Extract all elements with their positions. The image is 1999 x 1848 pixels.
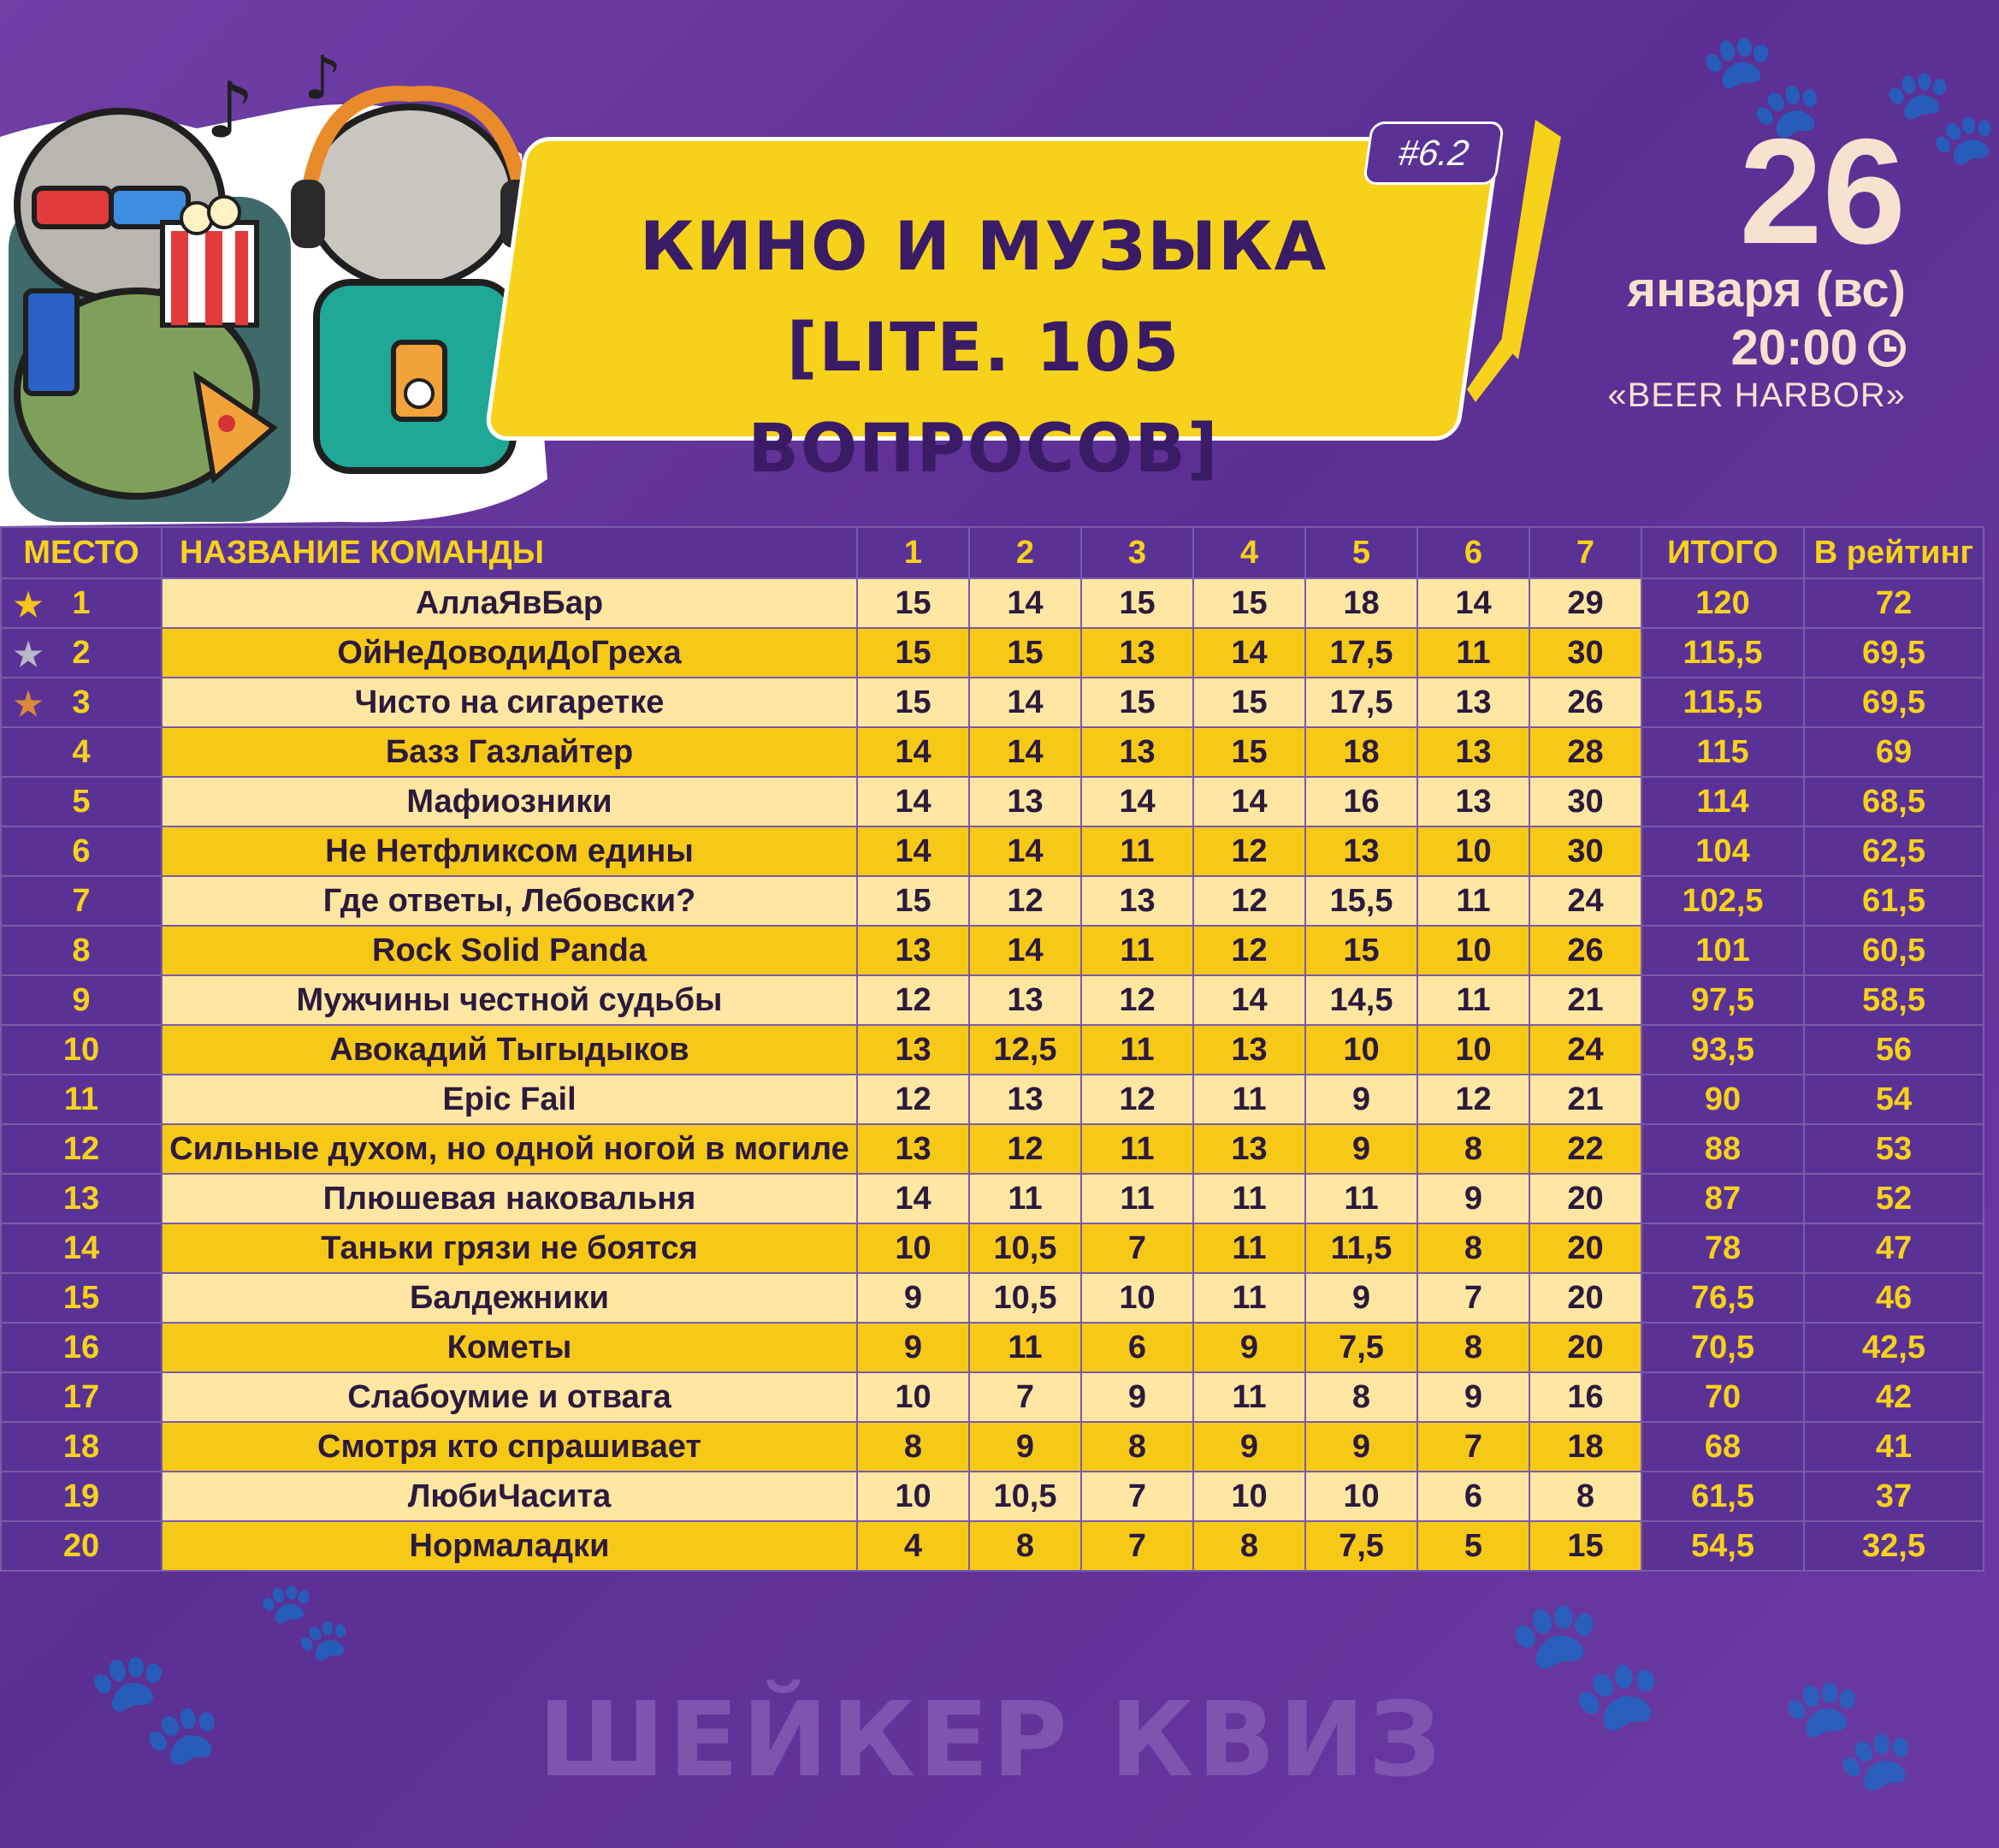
team-name-cell: Rock Solid Panda: [162, 926, 857, 975]
round-2-score-cell: 13: [969, 975, 1081, 1025]
round-1-score-cell: 10: [857, 1472, 969, 1521]
round-2-score-cell: 12: [969, 876, 1081, 926]
round-1-score-cell: 14: [857, 826, 969, 876]
round-4-score-cell: 14: [1193, 975, 1305, 1025]
place-value: 7: [72, 882, 91, 919]
event-day: 26: [1739, 109, 1906, 275]
round-3-score-cell: 12: [1081, 975, 1193, 1025]
place-value: 3: [72, 684, 91, 720]
round-1-score-cell: 15: [857, 678, 969, 727]
place-cell: [1, 1372, 162, 1422]
place-value: 19: [62, 1478, 100, 1514]
rating-cell: 56: [1804, 1025, 1984, 1075]
total-cell: 120: [1641, 578, 1804, 628]
round-6-score-cell: 10: [1417, 1025, 1529, 1075]
paw-print-icon: 🐾: [1505, 1590, 1665, 1738]
place-value: 5: [72, 783, 91, 820]
round-2-score-cell: 11: [969, 1174, 1081, 1223]
rating-cell: 60,5: [1804, 926, 1984, 975]
round-6-score-cell: 5: [1417, 1521, 1529, 1571]
round-7-score-cell: 29: [1529, 578, 1641, 628]
round-7-score-cell: 24: [1529, 876, 1641, 926]
round-3-score-cell: 11: [1081, 1124, 1193, 1174]
header-rating: В рейтинг: [1804, 527, 1984, 578]
rating-cell: 32,5: [1804, 1521, 1984, 1571]
team-name-cell: Чисто на сигаретке: [162, 678, 857, 727]
paw-print-icon: 🐾: [86, 1642, 224, 1772]
table-row: [1, 578, 1984, 628]
mascot-illustration: [0, 34, 556, 526]
round-2-score-cell: 10,5: [969, 1223, 1081, 1273]
round-1-score-cell: 10: [857, 1223, 969, 1273]
header-round-3: 3: [1081, 527, 1193, 578]
header-round-2: 2: [969, 527, 1081, 578]
round-6-score-cell: 11: [1417, 628, 1529, 678]
round-5-score-cell: 18: [1305, 578, 1417, 628]
event-time-text: 20:00: [1730, 320, 1858, 376]
round-6-score-cell: 9: [1417, 1372, 1529, 1422]
table-row: [1, 1372, 1984, 1422]
table-header-row: [1, 527, 1984, 578]
round-1-score-cell: 12: [857, 975, 969, 1025]
round-7-score-cell: 20: [1529, 1174, 1641, 1223]
round-2-score-cell: 15: [969, 628, 1081, 678]
round-7-score-cell: 30: [1529, 628, 1641, 678]
rating-cell: 41: [1804, 1422, 1984, 1472]
round-3-score-cell: 9: [1081, 1372, 1193, 1422]
place-value: 16: [62, 1329, 100, 1365]
round-7-score-cell: 26: [1529, 678, 1641, 727]
place-cell: [1, 975, 162, 1025]
round-5-score-cell: 17,5: [1305, 628, 1417, 678]
round-3-score-cell: 13: [1081, 727, 1193, 777]
clock-icon: [1868, 329, 1906, 367]
star-icon: ★: [14, 588, 44, 624]
team-name-cell: Где ответы, Лебовски?: [162, 876, 857, 926]
round-4-score-cell: 15: [1193, 727, 1305, 777]
round-3-score-cell: 10: [1081, 1273, 1193, 1323]
round-1-score-cell: 4: [857, 1521, 969, 1571]
table-row: [1, 975, 1984, 1025]
round-2-score-cell: 13: [969, 1075, 1081, 1124]
table-row: [1, 1174, 1984, 1223]
rating-cell: 62,5: [1804, 826, 1984, 876]
place-value: 20: [62, 1527, 100, 1564]
header-round-6: 6: [1417, 527, 1529, 578]
table-row: [1, 1075, 1984, 1124]
event-title-line2: [LITE. 105 ВОПРОСОВ]: [748, 310, 1220, 488]
place-value: 2: [72, 634, 91, 671]
table-row: [1, 1273, 1984, 1323]
total-cell: 54,5: [1641, 1521, 1804, 1571]
round-6-score-cell: 7: [1417, 1422, 1529, 1472]
round-4-score-cell: 13: [1193, 1124, 1305, 1174]
place-value: 1: [72, 584, 91, 621]
round-6-score-cell: 13: [1417, 777, 1529, 826]
total-cell: 115,5: [1641, 628, 1804, 678]
rating-cell: 52: [1804, 1174, 1984, 1223]
round-7-score-cell: 26: [1529, 926, 1641, 975]
round-5-score-cell: 9: [1305, 1124, 1417, 1174]
round-5-score-cell: 17,5: [1305, 678, 1417, 727]
header-place: МЕСТО: [1, 527, 162, 578]
round-3-score-cell: 13: [1081, 628, 1193, 678]
round-4-score-cell: 12: [1193, 926, 1305, 975]
round-1-score-cell: 14: [857, 727, 969, 777]
table-row: [1, 1223, 1984, 1273]
team-name-cell: Epic Fail: [162, 1075, 857, 1124]
round-6-score-cell: 14: [1417, 578, 1529, 628]
place-cell: [1, 1472, 162, 1521]
place-cell: [1, 578, 162, 628]
team-name-cell: Базз Газлайтер: [162, 727, 857, 777]
round-5-score-cell: 15,5: [1305, 876, 1417, 926]
round-7-score-cell: 30: [1529, 826, 1641, 876]
round-2-score-cell: 14: [969, 578, 1081, 628]
place-cell: [1, 1223, 162, 1273]
round-3-score-cell: 11: [1081, 926, 1193, 975]
team-name-cell: Смотря кто спрашивает: [162, 1422, 857, 1472]
rating-cell: 37: [1804, 1472, 1984, 1521]
total-cell: 70: [1641, 1372, 1804, 1422]
place-cell: [1, 1521, 162, 1571]
round-1-score-cell: 8: [857, 1422, 969, 1472]
round-7-score-cell: 18: [1529, 1422, 1641, 1472]
round-6-score-cell: 11: [1417, 876, 1529, 926]
team-name-cell: Кометы: [162, 1323, 857, 1372]
total-cell: 61,5: [1641, 1472, 1804, 1521]
round-3-score-cell: 13: [1081, 876, 1193, 926]
place-value: 12: [62, 1130, 100, 1167]
star-icon: ★: [14, 637, 44, 673]
rating-cell: 68,5: [1804, 777, 1984, 826]
paw-print-icon: 🐾: [257, 1576, 353, 1666]
edition-badge: #6.2: [1363, 121, 1505, 185]
round-5-score-cell: 9: [1305, 1422, 1417, 1472]
round-6-score-cell: 6: [1417, 1472, 1529, 1521]
table-row: [1, 876, 1984, 926]
event-title-line1: КИНО И МУЗЫКА: [639, 209, 1328, 286]
round-5-score-cell: 9: [1305, 1075, 1417, 1124]
place-cell: [1, 727, 162, 777]
round-3-score-cell: 6: [1081, 1323, 1193, 1372]
round-7-score-cell: 20: [1529, 1273, 1641, 1323]
round-7-score-cell: 20: [1529, 1323, 1641, 1372]
svg-text:♪: ♪: [205, 66, 255, 156]
round-2-score-cell: 11: [969, 1323, 1081, 1372]
round-7-score-cell: 24: [1529, 1025, 1641, 1075]
header-round-7: 7: [1529, 527, 1641, 578]
round-1-score-cell: 15: [857, 876, 969, 926]
rating-cell: 47: [1804, 1223, 1984, 1273]
total-cell: 101: [1641, 926, 1804, 975]
header-round-1: 1: [857, 527, 969, 578]
rating-cell: 69: [1804, 727, 1984, 777]
place-cell: [1, 1075, 162, 1124]
place-value: 6: [72, 832, 91, 869]
place-cell: [1, 777, 162, 826]
round-3-score-cell: 12: [1081, 1075, 1193, 1124]
round-4-score-cell: 11: [1193, 1223, 1305, 1273]
team-name-cell: ОйНеДоводиДоГреха: [162, 628, 857, 678]
rating-cell: 53: [1804, 1124, 1984, 1174]
round-3-score-cell: 11: [1081, 1174, 1193, 1223]
round-4-score-cell: 9: [1193, 1323, 1305, 1372]
round-1-score-cell: 13: [857, 1025, 969, 1075]
team-name-cell: Мужчины честной судьбы: [162, 975, 857, 1025]
table-row: [1, 1422, 1984, 1472]
round-7-score-cell: 8: [1529, 1472, 1641, 1521]
table-row: [1, 727, 1984, 777]
round-1-score-cell: 15: [857, 578, 969, 628]
place-cell: [1, 678, 162, 727]
round-1-score-cell: 13: [857, 926, 969, 975]
round-1-score-cell: 15: [857, 628, 969, 678]
place-cell: [1, 1323, 162, 1372]
round-1-score-cell: 9: [857, 1323, 969, 1372]
round-7-score-cell: 21: [1529, 975, 1641, 1025]
table-row: [1, 777, 1984, 826]
round-3-score-cell: 7: [1081, 1521, 1193, 1571]
team-name-cell: Не Нетфликсом едины: [162, 826, 857, 876]
table-row: [1, 678, 1984, 727]
round-3-score-cell: 7: [1081, 1472, 1193, 1521]
table-row: [1, 1521, 1984, 1571]
brand-watermark: ШЕЙКЕР КВИЗ: [538, 1681, 1445, 1800]
team-name-cell: ЛюбиЧасита: [162, 1472, 857, 1521]
round-5-score-cell: 9: [1305, 1273, 1417, 1323]
place-cell: [1, 876, 162, 926]
round-1-score-cell: 14: [857, 777, 969, 826]
round-4-score-cell: 11: [1193, 1174, 1305, 1223]
round-7-score-cell: 21: [1529, 1075, 1641, 1124]
round-4-score-cell: 11: [1193, 1372, 1305, 1422]
round-6-score-cell: 9: [1417, 1174, 1529, 1223]
star-icon: ★: [14, 687, 44, 723]
total-cell: 97,5: [1641, 975, 1804, 1025]
round-6-score-cell: 11: [1417, 975, 1529, 1025]
table-row: [1, 826, 1984, 876]
total-cell: 115: [1641, 727, 1804, 777]
round-2-score-cell: 13: [969, 777, 1081, 826]
round-4-score-cell: 11: [1193, 1273, 1305, 1323]
round-5-score-cell: 7,5: [1305, 1323, 1417, 1372]
round-5-score-cell: 14,5: [1305, 975, 1417, 1025]
round-3-score-cell: 15: [1081, 678, 1193, 727]
table-row: [1, 1472, 1984, 1521]
round-3-score-cell: 11: [1081, 826, 1193, 876]
round-4-score-cell: 8: [1193, 1521, 1305, 1571]
round-7-score-cell: 30: [1529, 777, 1641, 826]
place-cell: [1, 1124, 162, 1174]
place-value: 14: [62, 1229, 100, 1266]
paw-print-icon: 🐾: [1779, 1667, 1918, 1798]
accent-stroke: [1501, 120, 1561, 359]
total-cell: 76,5: [1641, 1273, 1804, 1323]
round-2-score-cell: 7: [969, 1372, 1081, 1422]
header-round-5: 5: [1305, 527, 1417, 578]
round-6-score-cell: 13: [1417, 727, 1529, 777]
total-cell: 114: [1641, 777, 1804, 826]
rating-cell: 54: [1804, 1075, 1984, 1124]
round-4-score-cell: 12: [1193, 826, 1305, 876]
svg-text:♪: ♪: [304, 43, 342, 113]
round-4-score-cell: 9: [1193, 1422, 1305, 1472]
place-cell: [1, 628, 162, 678]
round-4-score-cell: 12: [1193, 876, 1305, 926]
round-6-score-cell: 8: [1417, 1223, 1529, 1273]
header-team-name: НАЗВАНИЕ КОМАНДЫ: [162, 527, 857, 578]
round-6-score-cell: 7: [1417, 1273, 1529, 1323]
round-4-score-cell: 14: [1193, 777, 1305, 826]
place-value: 17: [62, 1378, 100, 1415]
place-value: 18: [62, 1428, 100, 1465]
round-2-score-cell: 9: [969, 1422, 1081, 1472]
total-cell: 68: [1641, 1422, 1804, 1472]
table-row: [1, 628, 1984, 678]
round-2-score-cell: 14: [969, 926, 1081, 975]
round-5-score-cell: 13: [1305, 826, 1417, 876]
rating-cell: 42: [1804, 1372, 1984, 1422]
event-time: [1731, 319, 1906, 376]
total-cell: 115,5: [1641, 678, 1804, 727]
round-4-score-cell: 13: [1193, 1025, 1305, 1075]
total-cell: 78: [1641, 1223, 1804, 1273]
place-value: 8: [72, 932, 91, 968]
team-name-cell: Балдежники: [162, 1273, 857, 1323]
round-4-score-cell: 14: [1193, 628, 1305, 678]
place-cell: [1, 926, 162, 975]
round-2-score-cell: 14: [969, 826, 1081, 876]
round-5-score-cell: 7,5: [1305, 1521, 1417, 1571]
place-cell: [1, 1174, 162, 1223]
team-name-cell: Сильные духом, но одной ногой в могиле: [162, 1124, 857, 1174]
event-month: января (вс): [1627, 262, 1906, 317]
round-1-score-cell: 12: [857, 1075, 969, 1124]
header-round-4: 4: [1193, 527, 1305, 578]
table-row: [1, 1124, 1984, 1174]
rating-cell: 42,5: [1804, 1323, 1984, 1372]
round-3-score-cell: 8: [1081, 1422, 1193, 1472]
total-cell: 102,5: [1641, 876, 1804, 926]
table-row: [1, 1025, 1984, 1075]
round-3-score-cell: 11: [1081, 1025, 1193, 1075]
round-6-score-cell: 10: [1417, 926, 1529, 975]
paw-print-icon: 🐾: [1698, 26, 1826, 145]
round-6-score-cell: 10: [1417, 826, 1529, 876]
place-cell: [1, 1422, 162, 1472]
round-5-score-cell: 11,5: [1305, 1223, 1417, 1273]
rating-cell: 58,5: [1804, 975, 1984, 1025]
place-value: 10: [62, 1031, 100, 1068]
total-cell: 87: [1641, 1174, 1804, 1223]
round-3-score-cell: 14: [1081, 777, 1193, 826]
round-5-score-cell: 18: [1305, 727, 1417, 777]
place-value: 13: [62, 1180, 100, 1217]
header-total: ИТОГО: [1641, 527, 1804, 578]
round-1-score-cell: 10: [857, 1372, 969, 1422]
rating-cell: 69,5: [1804, 628, 1984, 678]
accent-stroke: [1467, 334, 1518, 402]
total-cell: 90: [1641, 1075, 1804, 1124]
round-2-score-cell: 8: [969, 1521, 1081, 1571]
table-row: [1, 926, 1984, 975]
round-5-score-cell: 10: [1305, 1025, 1417, 1075]
total-cell: 88: [1641, 1124, 1804, 1174]
place-value: 9: [72, 981, 91, 1018]
place-value: 15: [62, 1279, 100, 1316]
round-5-score-cell: 8: [1305, 1372, 1417, 1422]
round-5-score-cell: 16: [1305, 777, 1417, 826]
team-name-cell: АллаЯвБар: [162, 578, 857, 628]
round-3-score-cell: 15: [1081, 578, 1193, 628]
round-6-score-cell: 8: [1417, 1124, 1529, 1174]
round-2-score-cell: 12: [969, 1124, 1081, 1174]
table-row: [1, 1323, 1984, 1372]
round-6-score-cell: 8: [1417, 1323, 1529, 1372]
round-7-score-cell: 15: [1529, 1521, 1641, 1571]
round-6-score-cell: 13: [1417, 678, 1529, 727]
round-2-score-cell: 14: [969, 678, 1081, 727]
round-7-score-cell: 16: [1529, 1372, 1641, 1422]
round-4-score-cell: 15: [1193, 578, 1305, 628]
round-5-score-cell: 11: [1305, 1174, 1417, 1223]
place-value: 11: [63, 1081, 99, 1117]
round-5-score-cell: 10: [1305, 1472, 1417, 1521]
round-5-score-cell: 15: [1305, 926, 1417, 975]
total-cell: 70,5: [1641, 1323, 1804, 1372]
event-title: [547, 197, 1420, 500]
round-2-score-cell: 14: [969, 727, 1081, 777]
round-7-score-cell: 20: [1529, 1223, 1641, 1273]
team-name-cell: Плюшевая наковальня: [162, 1174, 857, 1223]
results-table: [0, 526, 1984, 1572]
round-2-score-cell: 12,5: [969, 1025, 1081, 1075]
round-1-score-cell: 14: [857, 1174, 969, 1223]
rating-cell: 46: [1804, 1273, 1984, 1323]
rating-cell: 61,5: [1804, 876, 1984, 926]
team-name-cell: Слабоумие и отвага: [162, 1372, 857, 1422]
paw-print-icon: 🐾: [1882, 61, 1999, 170]
round-4-score-cell: 11: [1193, 1075, 1305, 1124]
round-3-score-cell: 7: [1081, 1223, 1193, 1273]
place-cell: [1, 1025, 162, 1075]
round-2-score-cell: 10,5: [969, 1472, 1081, 1521]
place-cell: [1, 1273, 162, 1323]
round-4-score-cell: 15: [1193, 678, 1305, 727]
team-name-cell: Мафиозники: [162, 777, 857, 826]
rating-cell: 69,5: [1804, 678, 1984, 727]
event-venue: «BEER HARBOR»: [1607, 376, 1906, 414]
round-4-score-cell: 10: [1193, 1472, 1305, 1521]
place-cell: [1, 826, 162, 876]
round-7-score-cell: 22: [1529, 1124, 1641, 1174]
rating-cell: 72: [1804, 578, 1984, 628]
total-cell: 93,5: [1641, 1025, 1804, 1075]
round-7-score-cell: 28: [1529, 727, 1641, 777]
round-2-score-cell: 10,5: [969, 1273, 1081, 1323]
team-name-cell: Авокадий Тыгыдыков: [162, 1025, 857, 1075]
total-cell: 104: [1641, 826, 1804, 876]
round-1-score-cell: 9: [857, 1273, 969, 1323]
round-6-score-cell: 12: [1417, 1075, 1529, 1124]
place-value: 4: [72, 733, 91, 770]
team-name-cell: Таньки грязи не боятся: [162, 1223, 857, 1273]
round-1-score-cell: 13: [857, 1124, 969, 1174]
team-name-cell: Нормаладки: [162, 1521, 857, 1571]
